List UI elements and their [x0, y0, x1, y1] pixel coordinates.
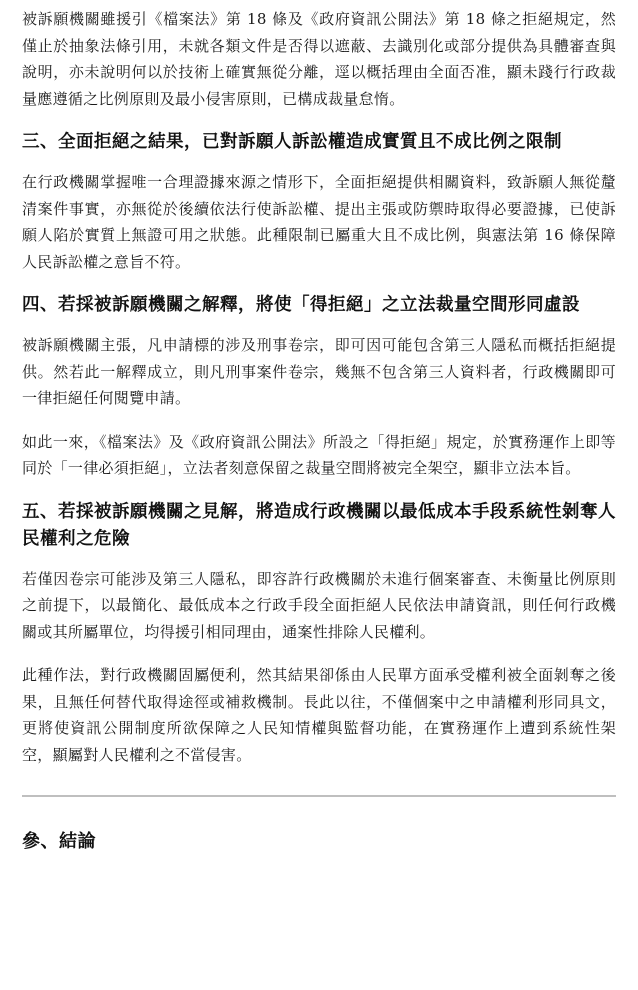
paragraph-criminal-dossier-claim: 被訴願機關主張，凡申請標的涉及刑事卷宗，即可因可能包含第三人隱私而概括拒絕提供。然若此一解釋成立，則凡刑事案件卷宗，幾無不包含第三人資料者，行政機關即可一律拒絕任何閱覽申請。	[22, 336, 616, 407]
paragraph-improper-infringement: 此種作法，對行政機關固屬便利，然其結果卻係由人民單方面承受權利被全面剝奪之後果，且無任何替代取得途徑或補救機制。長此以往，不僅個案中之申請權利形同具文，更將使資訊公開制度所欲保障之人民知情權與監督功能，在實務運作上遭到系統性架空，顯屬對人民權利之不當侵害。	[22, 666, 616, 764]
paragraph-litigation-right: 在行政機關掌握唯一合理證據來源之情形下，全面拒絕提供相關資料，致訴願人無從釐清案件事實，亦無從於後續依法行使訴訟權、提出主張或防禦時取得必要證據，已使訴願人陷於實質上無證可用之狀態。此種限制已屬重大且不成比例，與憲法第 16 條保障人民訴訟權之意旨不符。	[22, 173, 616, 271]
section-heading-four: 四、若採被訴願機關之解釋，將使「得拒絕」之立法裁量空間形同虛設	[22, 295, 580, 315]
paragraph-discretion-failure: 被訴願機關雖援引《檔案法》第 18 條及《政府資訊公開法》第 18 條之拒絕規定，然僅止於抽象法條引用，未就各類文件是否得以遮蔽、去識別化或部分提供為具體審查與說明，亦未說明何以於技術上確實無從分離，逕以概括理由全面否准，顯未踐行行政裁量應遵循之比例原則及最小侵害原則，已構成裁量怠惰。	[22, 10, 616, 108]
section-heading-three: 三、全面拒絕之結果，已對訴願人訴訟權造成實質且不成比例之限制	[22, 132, 562, 152]
section-heading-five: 五、若採被訴願機關之見解，將造成行政機關以最低成本手段系統性剝奪人民權利之危險	[22, 501, 616, 549]
conclusion-heading: 參、結論	[22, 831, 96, 852]
paragraph-systemic-risk: 若僅因卷宗可能涉及第三人隱私，即容許行政機關於未進行個案審查、未衡量比例原則之前提下，以最簡化、最低成本之行政手段全面拒絕人民依法申請資訊，則任何行政機關或其所屬單位，均得援引相同理由，通案性排除人民權利。	[22, 569, 616, 641]
paragraph-legislative-intent: 如此一來，《檔案法》及《政府資訊公開法》所設之「得拒絕」規定，於實務運作上即等同於「一律必須拒絕」，立法者刻意保留之裁量空間將被完全架空，顯非立法本旨。	[22, 432, 616, 477]
